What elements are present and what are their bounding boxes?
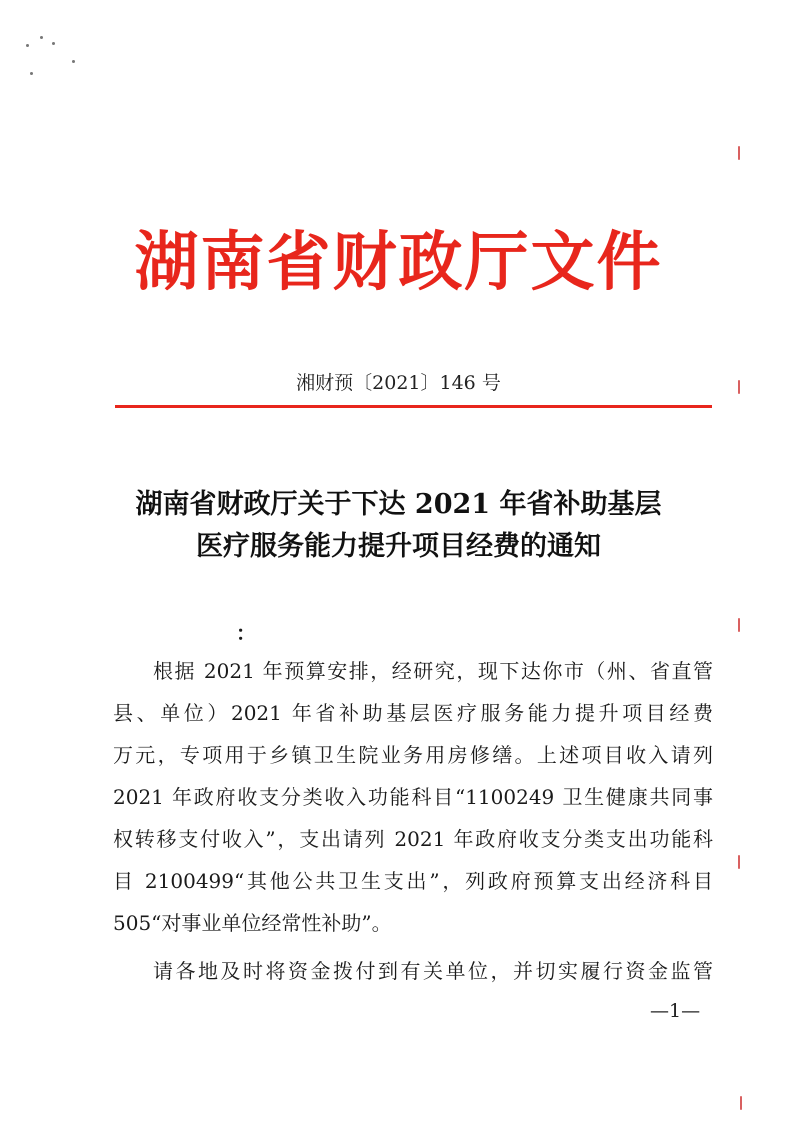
page-number: —1— [650,1000,701,1022]
document-number: 湘财预〔2021〕146 号 [296,372,501,394]
paragraph-1 [113,650,713,944]
body-line: 县、单位）2021 年省补助基层医疗服务能力提升项目经费 [113,701,713,725]
red-divider-line [115,405,712,408]
document-title [0,484,797,568]
body-line: 万元，专项用于乡镇卫生院业务用房修缮。上述项目收入请列 [113,743,713,767]
document-masthead: 湖南省财政厅文件 [134,226,663,300]
body-line: 权转移支付收入”，支出请列 2021 年政府收支分类支出功能科 [113,827,713,851]
body-line: 根据 2021 年预算安排，经研究，现下达你市（州、省直管 [153,659,713,683]
body-line: 505“对事业单位经常性补助”。 [113,911,392,935]
title-line: 医疗服务能力提升项目经费的通知 [196,531,601,562]
document-body [113,650,713,992]
body-line: 目 2100499“其他公共卫生支出”，列政府预算支出经济科目 [113,869,713,893]
salutation: ： [236,621,256,645]
paragraph-2 [113,950,713,992]
body-line: 请各地及时将资金拨付到有关单位，并切实履行资金监管 [153,959,713,983]
body-line: 2021 年政府收支分类收入功能科目“1100249 卫生健康共同事 [113,785,713,809]
title-line: 湖南省财政厅关于下达 2021 年省补助基层 [135,489,662,520]
